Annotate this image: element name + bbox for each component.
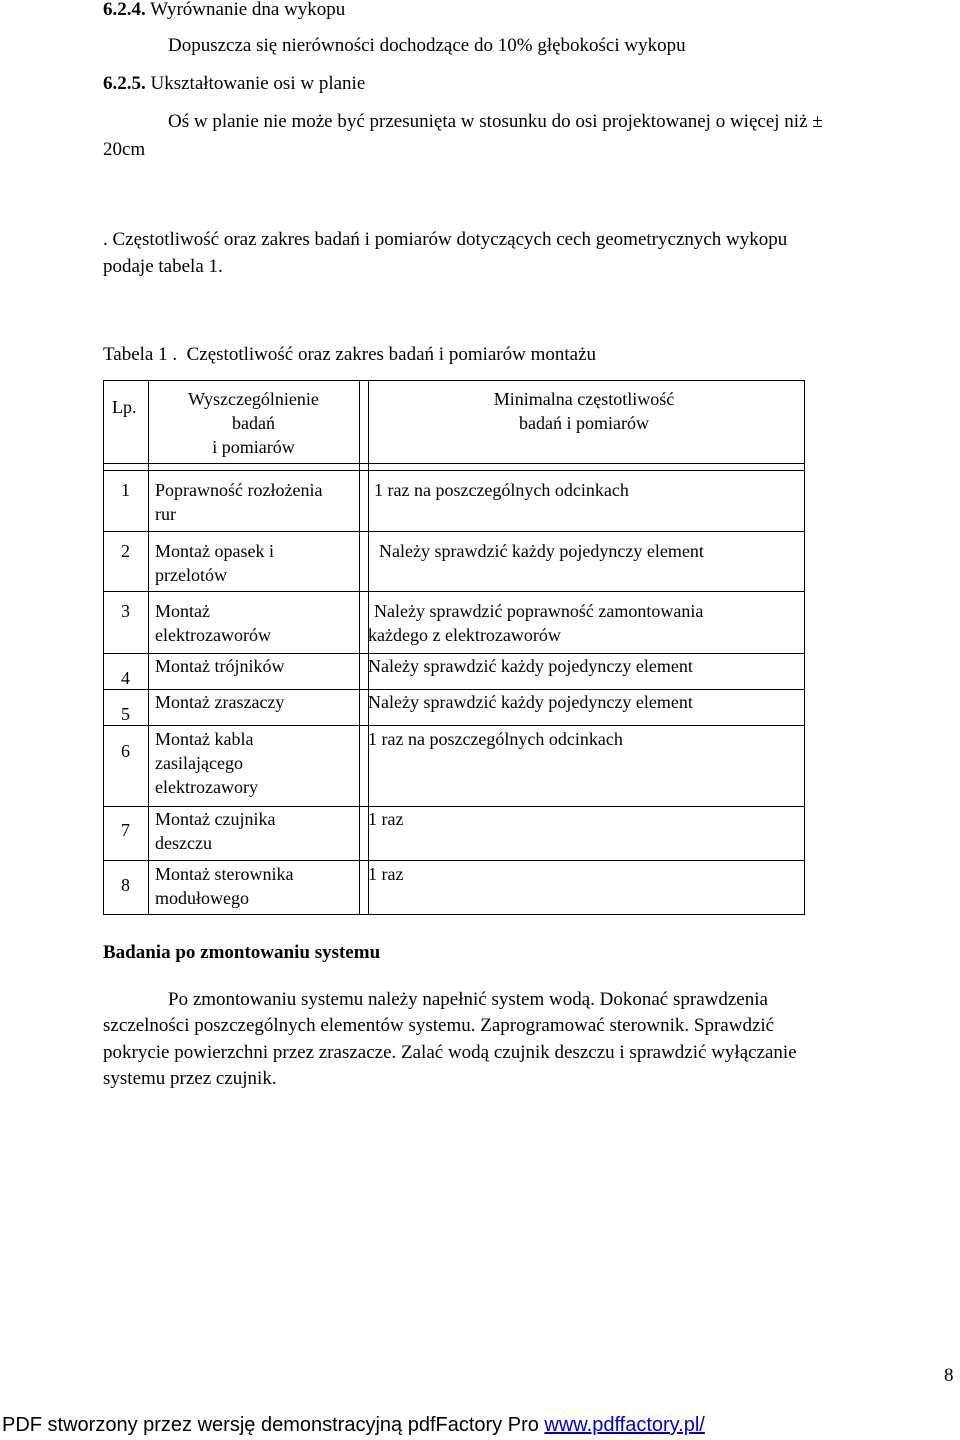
row-6-frequency: 1 raz na poszczególnych odcinkach bbox=[368, 729, 623, 749]
row-4-frequency: Należy sprawdzić każdy pojedynczy element bbox=[368, 656, 693, 676]
item-line: deszczu bbox=[155, 833, 212, 853]
item-line: elektrozawory bbox=[155, 777, 258, 797]
item-line: Montaż kabla bbox=[155, 729, 254, 749]
header-item-line: i pomiarów bbox=[212, 437, 295, 457]
item-line: przelotów bbox=[155, 565, 227, 585]
item-line: Montaż czujnika bbox=[155, 809, 276, 829]
header-frequency bbox=[368, 387, 800, 435]
row-divider bbox=[104, 591, 804, 592]
pdf-footer bbox=[0, 1410, 960, 1440]
item-line: rur bbox=[155, 504, 176, 524]
col-divider-3 bbox=[368, 381, 369, 914]
paragraph-6-2-5-line1: Oś w planie nie może być przesunięta w stosunku do osi projektowanej o więcej niż ± bbox=[168, 111, 823, 132]
row-8-lp: 8 bbox=[121, 875, 130, 895]
row-1-lp: 1 bbox=[121, 480, 130, 500]
row-8-frequency: 1 raz bbox=[368, 864, 404, 884]
frequency-line: każdego z elektrozaworów bbox=[368, 625, 561, 645]
row-2-item bbox=[155, 539, 274, 587]
row-8-item bbox=[155, 862, 293, 910]
item-line: Poprawność rozłożenia bbox=[155, 480, 323, 500]
paragraph-6-2-5-line2: 20cm bbox=[103, 139, 146, 160]
frequency-line: Należy sprawdzić poprawność zamontowania bbox=[374, 601, 704, 621]
item-line: Montaż sterownika bbox=[155, 864, 294, 884]
badania-line2: szczelności poszczególnych elementów systemu. Zaprogramować sterownik. Sprawdzić bbox=[103, 1015, 775, 1036]
row-2-lp: 2 bbox=[121, 541, 130, 561]
heading-6-2-5: 6.2.5. Ukształtowanie osi w planie bbox=[103, 73, 366, 94]
paragraph-6-2-4: Dopuszcza się nierówności dochodzące do 10% głębokości wykopu bbox=[168, 35, 686, 56]
col-divider-2 bbox=[359, 381, 360, 914]
row-1-item bbox=[155, 478, 322, 526]
heading-6-2-4: 6.2.4. Wyrównanie dna wykopu bbox=[103, 0, 346, 20]
col-divider-1 bbox=[148, 381, 149, 914]
intro-line2: podaje tabela 1. bbox=[103, 256, 223, 277]
header-item-line: Wyszczególnienie bbox=[188, 389, 319, 409]
row-3-item bbox=[155, 599, 271, 647]
badania-line4: systemu przez czujnik. bbox=[103, 1068, 277, 1089]
footer-text: PDF stworzony przez wersję demonstracyjną pdfFactory Pro bbox=[2, 1414, 545, 1436]
row-divider bbox=[104, 531, 804, 532]
item-line: zasilającego bbox=[155, 753, 243, 773]
row-4-lp: 4 bbox=[121, 668, 130, 688]
header-item-line: badań bbox=[232, 413, 275, 433]
row-7-lp: 7 bbox=[121, 820, 130, 840]
row-6-lp: 6 bbox=[121, 741, 130, 761]
header-divider-top bbox=[104, 463, 804, 464]
row-2-frequency: Należy sprawdzić każdy pojedynczy element bbox=[379, 541, 704, 561]
row-3-lp: 3 bbox=[121, 601, 130, 621]
intro-line1: . Częstotliwość oraz zakres badań i pomiarów dotyczących cech geometrycznych wykopu bbox=[103, 229, 788, 250]
header-lp: Lp. bbox=[112, 397, 137, 417]
row-7-frequency: 1 raz bbox=[368, 809, 404, 829]
row-5-item: Montaż zraszaczy bbox=[155, 692, 285, 712]
row-5-frequency: Należy sprawdzić każdy pojedynczy element bbox=[368, 692, 693, 712]
page-number: 8 bbox=[944, 1365, 954, 1386]
table-caption: Tabela 1 . Częstotliwość oraz zakres badań i pomiarów montażu bbox=[103, 344, 597, 365]
row-5-lp: 5 bbox=[121, 704, 130, 724]
badania-line1: Po zmontowaniu systemu należy napełnić system wodą. Dokonać sprawdzenia bbox=[168, 989, 768, 1010]
row-6-item bbox=[155, 727, 258, 799]
item-line: elektrozaworów bbox=[155, 625, 271, 645]
item-line: modułowego bbox=[155, 888, 249, 908]
row-4-item: Montaż trójników bbox=[155, 656, 285, 676]
badania-heading: Badania po zmontowaniu systemu bbox=[103, 942, 381, 963]
header-divider-bottom bbox=[104, 470, 804, 471]
row-divider bbox=[104, 725, 804, 726]
item-line: Montaż bbox=[155, 601, 210, 621]
row-1-frequency: 1 raz na poszczególnych odcinkach bbox=[374, 480, 629, 500]
row-divider bbox=[104, 860, 804, 861]
header-frequency-line: badań i pomiarów bbox=[519, 413, 649, 433]
inspection-table bbox=[103, 380, 805, 915]
row-7-item bbox=[155, 807, 275, 855]
badania-line3: pokrycie powierzchni przez zraszacze. Zalać wodą czujnik deszczu i sprawdzić wyłączanie bbox=[103, 1042, 797, 1063]
header-frequency-line: Minimalna częstotliwość bbox=[493, 389, 675, 409]
item-line: Montaż opasek i bbox=[155, 541, 274, 561]
footer-link[interactable]: www.pdffactory.pl/ bbox=[544, 1414, 705, 1436]
header-item bbox=[148, 387, 359, 459]
row-3-frequency bbox=[368, 599, 800, 647]
